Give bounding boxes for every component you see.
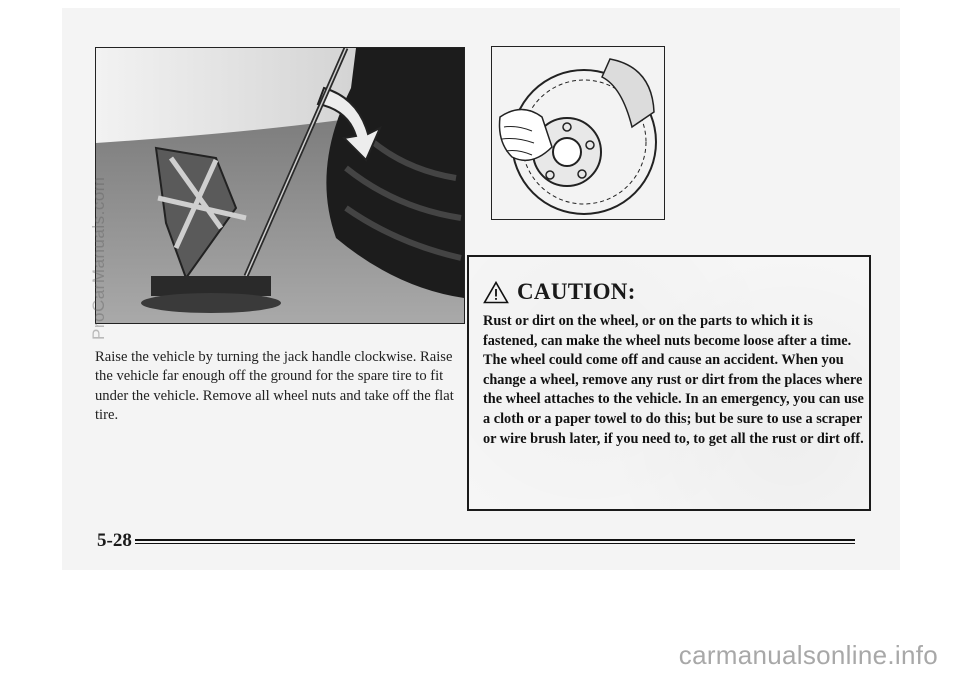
body-text: Raise the vehicle by turning the jack handle clockwise. Raise the vehicle far enough off the ground for the spare tire to fit under the vehicle. Remove all wheel nuts and take off the flat tire.: [95, 349, 454, 423]
warning-triangle-icon: [483, 281, 509, 304]
watermark-bottom: carmanualsonline.info: [678, 640, 938, 670]
wheel-hub-diagram: [491, 46, 665, 220]
page-number: 5-28: [97, 530, 132, 551]
caution-title: CAUTION:: [517, 279, 636, 304]
caution-header: [483, 279, 636, 305]
footer-rule: [135, 539, 855, 544]
caution-text: Rust or dirt on the wheel, or on the parts to which it is fastened, can make the wheel nuts become loose after a time. The wheel could come off and cause an accident. When you change a wheel, remove any rust or dirt from the places where the wheel attaches to the vehicle. In an emergency, you can use a cloth or a paper towel to do this; but be sure to use a scraper or wire brush later, if you need to, to get all the rust or dirt off.: [483, 313, 864, 447]
caution-box: [467, 255, 871, 511]
watermark-side: ProCarManuals.com: [89, 176, 108, 340]
jack-photo: [95, 47, 465, 324]
